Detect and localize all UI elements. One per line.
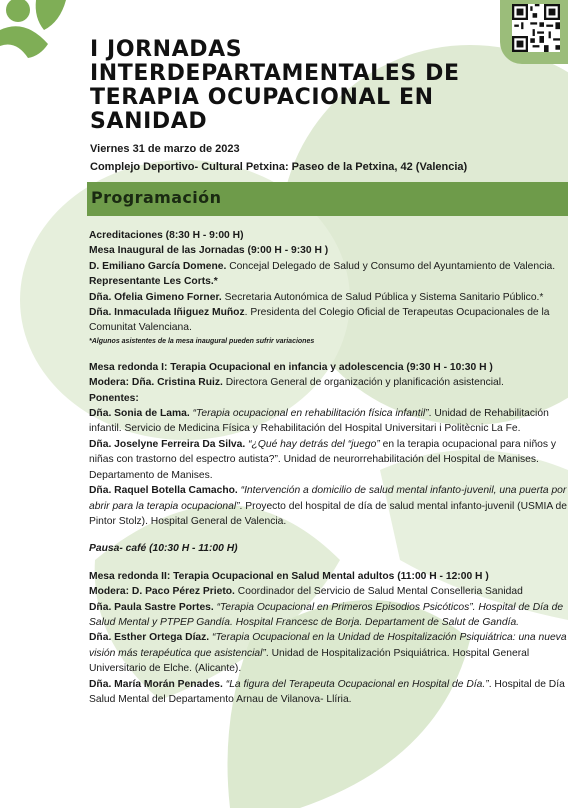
- participant-name: Representante Les Corts.*: [89, 276, 218, 288]
- participant: [89, 305, 567, 336]
- participant-role: . Presidenta del Colegio Oficial de Terapeutas Ocupacionales de la Comunitat Valenciana.: [89, 307, 550, 334]
- title-line: SANIDAD: [90, 109, 208, 134]
- speaker-talk: “La figura del Terapeuta Ocupacional en Hospital de Día.”: [222, 678, 489, 690]
- title-line: TERAPIA OCUPACIONAL EN: [90, 85, 434, 110]
- speaker-talk: “Terapia Ocupacional en la Unidad de Hospitalización Psiquiátrica: una nueva visión más terapéutica que asistencial”: [89, 632, 567, 659]
- organization-logo: [0, 0, 70, 60]
- section-banner: [87, 182, 568, 216]
- header: [90, 38, 568, 176]
- moderator-role: Directora General de organización y planificación asistencial.: [222, 377, 504, 389]
- participant: [89, 259, 567, 274]
- speaker-name: Dña. Esther Ortega Díaz.: [89, 632, 210, 644]
- moderator-name: Modera: D. Paco Pérez Prieto.: [89, 586, 235, 598]
- speaker-name: Dña. Raquel Botella Camacho.: [89, 485, 238, 497]
- speaker: [89, 483, 567, 529]
- speaker: [89, 406, 567, 437]
- speaker: [89, 677, 567, 708]
- participant-role: Concejal Delegado de Salud y Consumo del Ayuntamiento de Valencia.: [226, 260, 556, 272]
- moderator-name: Modera: Dña. Cristina Ruiz.: [89, 377, 223, 389]
- moderator-role: Coordinador del Servicio de Salud Mental Conselleria Sanidad: [234, 586, 523, 598]
- participant-role: Secretaria Autonómica de Salud Pública y Sistema Sanitario Público.*: [221, 291, 544, 303]
- title-line: INTERDEPARTAMENTALES DE: [90, 61, 460, 86]
- title-line: I JORNADAS: [90, 37, 243, 62]
- mesa1-title: Mesa redonda I: Terapia Ocupacional en infancia y adolescencia (9:30 H - 10:30 H ): [89, 361, 493, 373]
- speaker-name: Dña. María Morán Penades.: [89, 678, 223, 690]
- participant-name: D. Emiliano García Domene.: [89, 260, 227, 272]
- participant-name: Dña. Inmaculada Iñiguez Muñoz: [89, 307, 245, 319]
- moderator: [89, 375, 567, 390]
- ponentes-label: Ponentes:: [89, 392, 139, 404]
- speaker: [89, 600, 567, 631]
- speaker-affiliation: . Proyecto del hospital de día de salud mental infanto-juvenil (USMIA de Pintor Stolz). Hospital General de Valencia.: [89, 500, 567, 527]
- mesa2-title: Mesa redonda II: Terapia Ocupacional en Salud Mental adultos (11:00 H - 12:00 H ): [89, 570, 489, 582]
- program: [89, 228, 567, 707]
- acreditaciones: Acreditaciones (8:30 H - 9:00 H): [89, 230, 244, 241]
- event-meta: [90, 140, 568, 176]
- speaker-affiliation: en la terapia ocupacional para niños y niñas con trastorno del espectro autista?”. Unidad de neurorrehabilitación del Hospital de Manises. Departamento de Manises.: [89, 438, 557, 481]
- moderator: [89, 584, 567, 599]
- participant: [89, 290, 567, 305]
- speaker-affiliation: . Unidad de Hospitalización Psiquiátrica. Hospital General Universitario de Elche. (Alicante).: [89, 647, 530, 675]
- speaker-name: Dña. Sonia de Lama.: [89, 408, 190, 420]
- speaker-affiliation: . Hospital de Día Salud Mental del Departamento Arnau de Vilanova- Llíria.: [89, 678, 565, 705]
- speaker-talk: “Terapia ocupacional en rehabilitación física infantil”: [189, 408, 429, 420]
- speaker: [89, 437, 567, 483]
- speaker-name: Dña. Joselyne Ferreira Da Silva.: [89, 438, 246, 450]
- participant-name: Dña. Ofelia Gimeno Forner.: [89, 291, 222, 303]
- coffee-break: Pausa- café (10:30 H - 11:00 H): [89, 543, 238, 555]
- speaker-name: Dña. Paula Sastre Portes.: [89, 601, 214, 613]
- banner-label: Programación: [91, 188, 222, 207]
- speaker-talk: “¿Qué hay detrás del “juego”: [245, 438, 380, 450]
- speaker: [89, 630, 567, 676]
- event-venue: Complejo Deportivo- Cultural Petxina: Paseo de la Petxina, 42 (Valencia): [90, 161, 468, 173]
- speaker-talk: “Intervención a domicilio de salud mental infanto-juvenil, una puerta por abrir para la terapia ocupacional”: [89, 485, 567, 512]
- mesa-inaugural-title: Mesa Inaugural de las Jornadas (9:00 H - 9:30 H ): [89, 245, 329, 257]
- event-date: Viernes 31 de marzo de 2023: [90, 143, 240, 155]
- page-title: [90, 38, 568, 134]
- inaugural-note: *Algunos asistentes de la mesa inaugural pueden sufrir variaciones: [89, 337, 315, 345]
- speaker-affiliation: . Unidad de Rehabilitación infantil. Servicio de Medicina Física y Rehabilitación del Hospital Universitari i Politècnic La Fe.: [89, 408, 549, 435]
- speaker-talk: “Terapia Ocupacional en Primeros Episodios Psicóticos”. Hospital de Día de Salud Mental y PTPEP Gandía. Hospital Francesc de Borja. Departament de Salut de Gandía.: [89, 601, 564, 628]
